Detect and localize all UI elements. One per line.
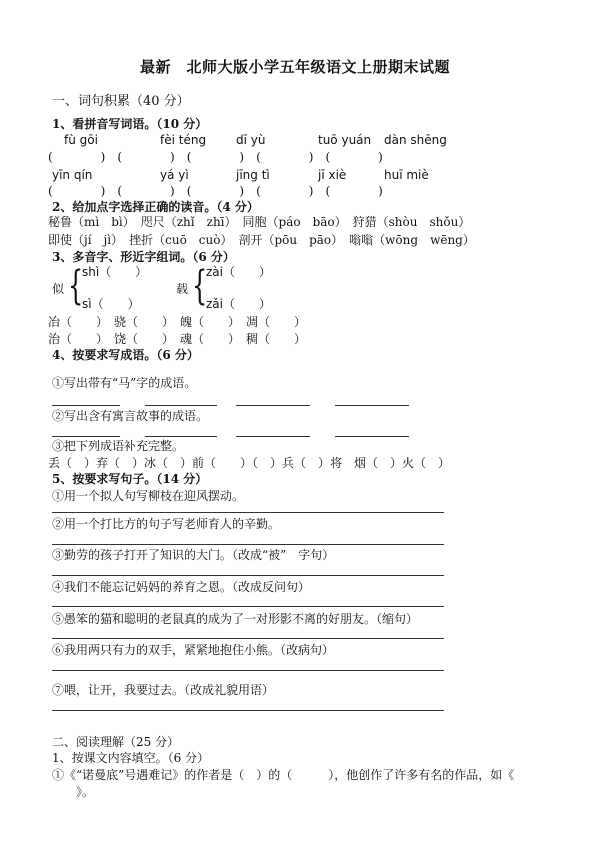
page-title: 最新 北师大版小学五年级语文上册期末试题 [140, 58, 451, 76]
section-2-heading: 二、阅读理解（25 分） [52, 735, 180, 749]
r1-line-1: ①《“诺曼底”号遇难记》的作者是（ ）的（ ），他创作了许多有名的作品，如《 [52, 768, 515, 782]
q4-label: 4、按要求写成语。（6 分） [52, 348, 199, 362]
q1-pinyin-6: yīn qín [52, 168, 93, 182]
q1-answer-blanks-2: ( ) ( ) ( ) ( ) ( ) [48, 184, 383, 198]
answer-line [52, 512, 444, 513]
section-1-heading: 一、词句积累（40 分） [52, 94, 190, 109]
q3-char-si: 似 [52, 282, 65, 296]
q1-pinyin-4: tuō yuán [318, 133, 372, 147]
q5-item-5: ⑤愚笨的猫和聪明的老鼠真的成为了一对形影不离的好朋友。（缩句） [52, 612, 419, 626]
q3-row-1: 冶（ ） 骁（ ） 魄（ ） 凋（ ） [48, 315, 307, 329]
q1-pinyin-10: huī miè [384, 168, 429, 182]
q1-pinyin-8: jīng tì [236, 168, 270, 182]
q3-shi: shì（ ） [82, 265, 148, 279]
brace-icon: { [192, 263, 208, 309]
q4-item-1: ①写出带有“马”字的成语。 [52, 376, 197, 390]
q4-item-2: ②写出含有寓言故事的成语。 [52, 409, 209, 423]
answer-line [236, 436, 310, 437]
q1-pinyin-9: jī xiè [318, 168, 347, 182]
q3-zai4: zài（ ） [206, 265, 271, 279]
q2-label: 2、给加点字选择正确的读音。（4 分） [52, 200, 259, 214]
q2-row-1: 秘鲁（mì bì） 咫尺（zhǐ zhī） 同胞（páo bāo） 狩猎（shòu shǒu） [48, 215, 471, 229]
q3-label: 3、多音字、形近字组词。（6 分） [52, 250, 235, 264]
q5-item-7: ⑦喂，让开，我要过去。（改成礼貌用语） [52, 683, 275, 697]
q4-fill-row: 丢（ ）弃（ ）冰（ ）前（ ）（ ）兵（ ）将 烟（ ）火（ ） [48, 456, 451, 470]
q1-answer-blanks-1: ( ) ( ) ( ) ( ) ( ) [48, 150, 383, 164]
answer-line [52, 436, 120, 437]
answer-line [145, 436, 217, 437]
q5-item-3: ③勤劳的孩子打开了知识的大门。（改成“被” 字句） [52, 548, 335, 562]
answer-line [52, 670, 444, 671]
answer-line [52, 575, 444, 576]
answer-line [52, 710, 444, 711]
r1-label: 1、按课文内容填空。（6 分） [52, 751, 210, 765]
q3-zai3: zǎi（ ） [206, 297, 271, 311]
q1-pinyin-2: fèi téng [160, 133, 207, 147]
answer-line [145, 405, 217, 406]
answer-line [335, 436, 409, 437]
brace-icon: { [68, 263, 84, 309]
q5-item-2: ②用一个打比方的句子写老师育人的辛勤。 [52, 517, 281, 531]
answer-line [52, 405, 120, 406]
r1-line-2: 》。 [52, 785, 95, 799]
q2-row-2: 即使（jí jì） 挫折（cuō cuò） 剖开（pōu pāo） 嗡嗡（wōng wēng） [48, 233, 475, 247]
q1-pinyin-5: dàn shēng [384, 133, 447, 147]
q1-label: 1、看拼音写词语。（10 分） [52, 117, 208, 131]
answer-line [52, 606, 444, 607]
q1-pinyin-7: yá yì [160, 168, 189, 182]
q4-item-3: ③把下列成语补充完整。 [52, 439, 185, 453]
answer-line [236, 405, 310, 406]
answer-line [52, 638, 444, 639]
answer-line [335, 405, 409, 406]
q5-item-1: ①用一个拟人句写柳枝在迎风摆动。 [52, 489, 245, 503]
q3-char-zai: 载 [176, 282, 189, 296]
q1-pinyin-3: dī yù [236, 133, 266, 147]
q1-pinyin-1: fù gōi [64, 133, 98, 147]
q3-si: sì（ ） [82, 297, 140, 311]
q5-item-4: ④我们不能忘记妈妈的养育之恩。（改成反问句） [52, 580, 311, 594]
q5-label: 5、按要求写句子。（14 分） [52, 472, 208, 486]
q5-item-6: ⑥我用两只有力的双手，紧紧地抱住小熊。（改病句） [52, 643, 335, 657]
answer-line [52, 544, 444, 545]
q3-row-2: 治（ ） 饶（ ） 魂（ ） 稠（ ） [48, 332, 307, 346]
